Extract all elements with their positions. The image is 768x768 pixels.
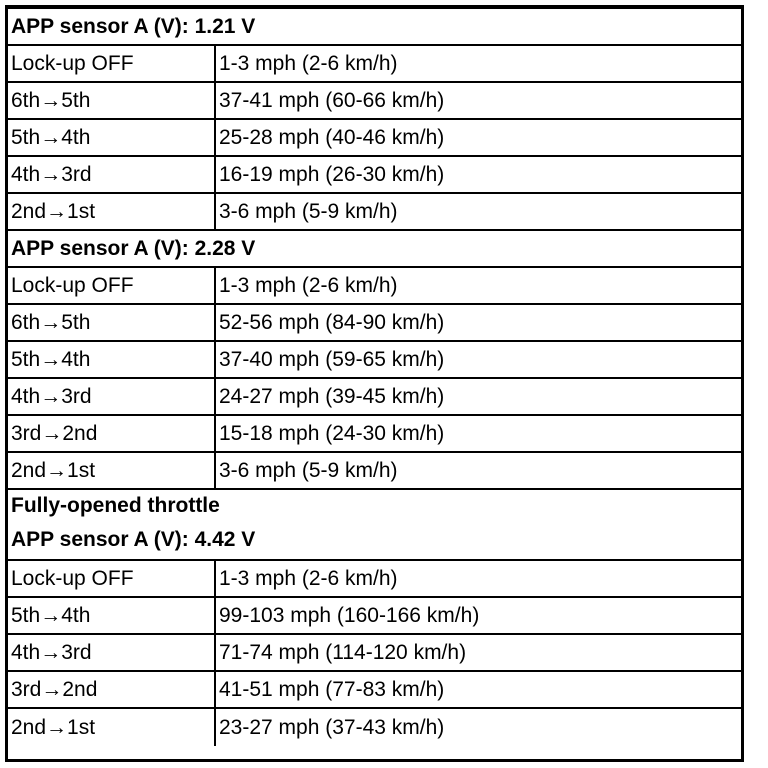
shift-speed-table (5, 5, 744, 762)
speed-cell: 16-19 mph (26-30 km/h) (219, 162, 445, 186)
section-header-label: APP sensor A (V): 2.28 V (11, 236, 256, 260)
section-header-label: APP sensor A (V): 4.42 V (11, 528, 256, 551)
speed-cell: 24-27 mph (39-45 km/h) (219, 384, 445, 408)
section-header-label: APP sensor A (V): 1.21 V (11, 14, 256, 38)
table-row (8, 46, 741, 83)
table-row (8, 342, 741, 379)
speed-cell: 1-3 mph (2-6 km/h) (219, 273, 398, 297)
shift-cell: 2nd→1st (8, 194, 216, 229)
section-header-app-3 (8, 490, 741, 561)
speed-cell: 37-40 mph (59-65 km/h) (219, 347, 445, 371)
shift-cell: 5th→4th (8, 120, 216, 155)
speed-cell: 71-74 mph (114-120 km/h) (219, 640, 467, 664)
shift-cell: 3rd→2nd (8, 416, 216, 451)
table-row (8, 194, 741, 231)
table-row (8, 120, 741, 157)
section-header-app-1 (8, 9, 741, 46)
table-row (8, 268, 741, 305)
table-row (8, 416, 741, 453)
speed-cell: 52-56 mph (84-90 km/h) (219, 310, 445, 334)
table-row (8, 157, 741, 194)
speed-cell: 41-51 mph (77-83 km/h) (219, 677, 445, 701)
table-row (8, 83, 741, 120)
shift-cell: 5th→4th (8, 342, 216, 377)
table-row (8, 598, 741, 635)
table-row (8, 635, 741, 672)
table-row (8, 379, 741, 416)
table-row (8, 709, 741, 746)
speed-cell: 1-3 mph (2-6 km/h) (219, 51, 398, 75)
table-row (8, 561, 741, 598)
table-row (8, 453, 741, 490)
speed-cell: 3-6 mph (5-9 km/h) (219, 458, 398, 482)
shift-cell: 5th→4th (8, 598, 216, 633)
table-row (8, 672, 741, 709)
speed-cell: 37-41 mph (60-66 km/h) (219, 88, 445, 112)
speed-cell: 15-18 mph (24-30 km/h) (219, 421, 445, 445)
shift-cell: 6th→5th (8, 83, 216, 118)
shift-cell: 4th→3rd (8, 157, 216, 192)
section-title: Fully-opened throttle (11, 494, 220, 517)
speed-cell: 3-6 mph (5-9 km/h) (219, 199, 398, 223)
shift-cell: Lock-up OFF (8, 46, 216, 81)
shift-cell: Lock-up OFF (8, 268, 216, 303)
shift-cell: 3rd→2nd (8, 672, 216, 707)
section-header-app-2 (8, 231, 741, 268)
speed-cell: 99-103 mph (160-166 km/h) (219, 603, 480, 627)
speed-cell: 1-3 mph (2-6 km/h) (219, 566, 398, 590)
speed-cell: 25-28 mph (40-46 km/h) (219, 125, 445, 149)
shift-cell: 2nd→1st (8, 709, 216, 746)
shift-cell: 2nd→1st (8, 453, 216, 488)
shift-cell: 4th→3rd (8, 379, 216, 414)
table-row (8, 305, 741, 342)
shift-cell: Lock-up OFF (8, 561, 216, 596)
shift-cell: 4th→3rd (8, 635, 216, 670)
shift-cell: 6th→5th (8, 305, 216, 340)
speed-cell: 23-27 mph (37-43 km/h) (219, 715, 445, 739)
